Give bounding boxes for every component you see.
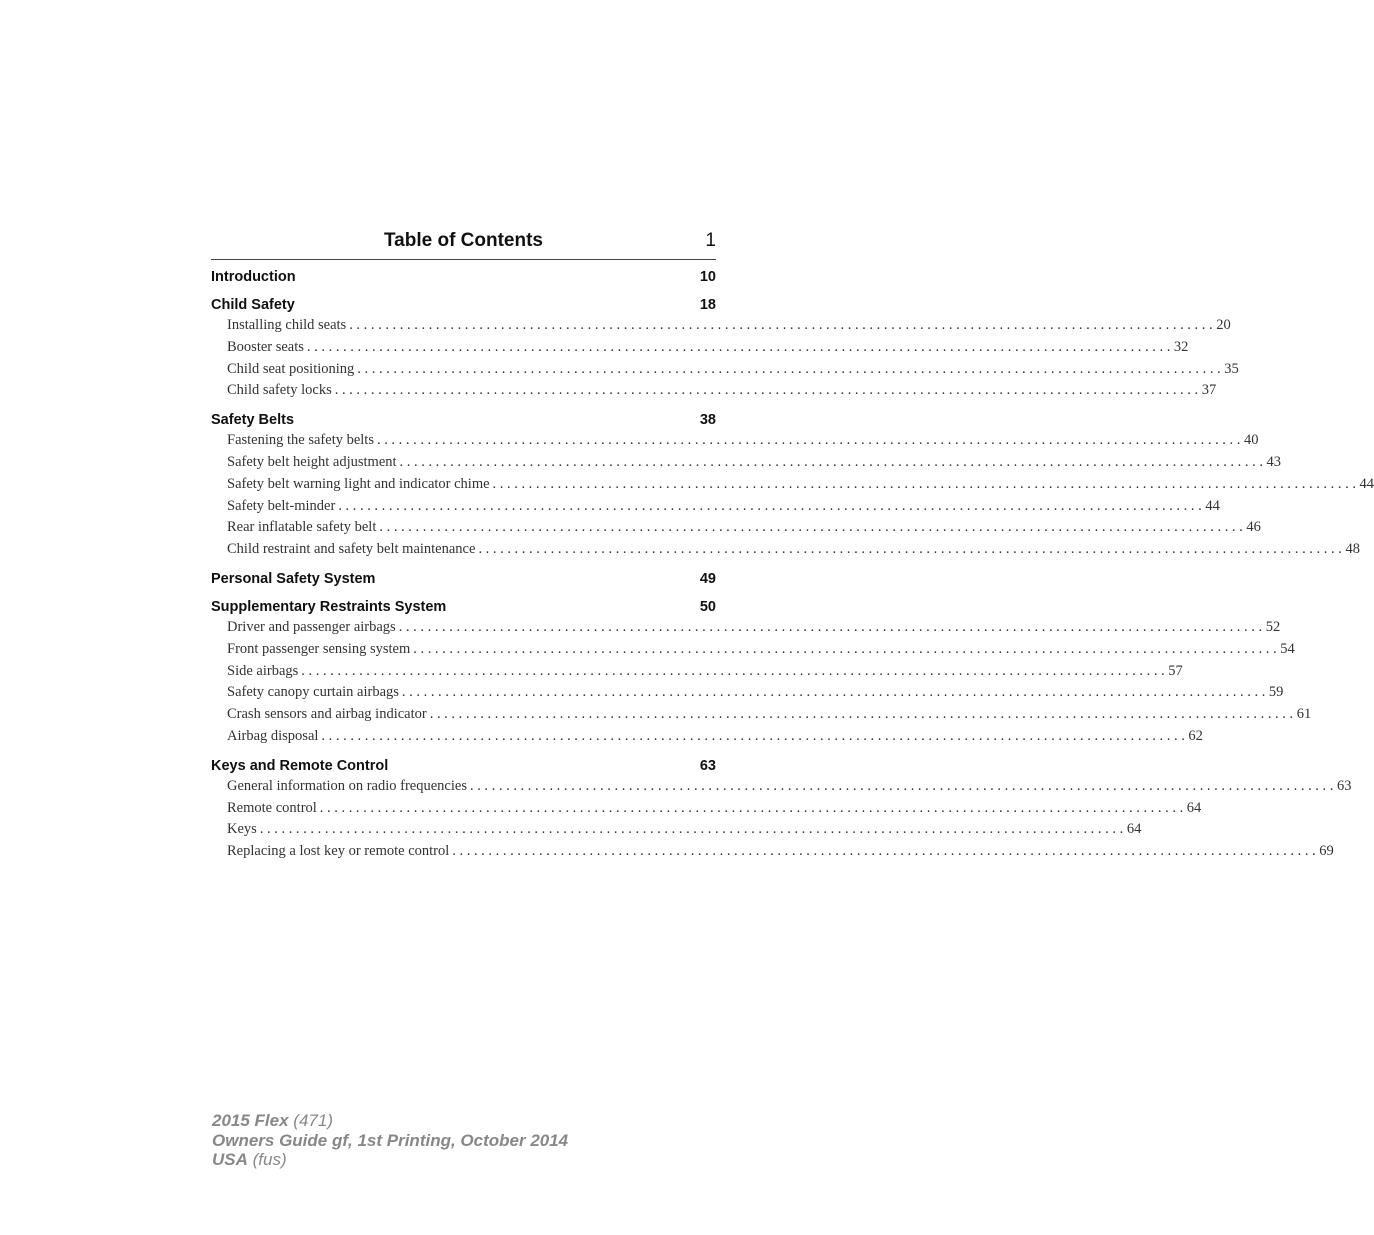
entry-label: Side airbags	[227, 662, 299, 679]
entry-label: Replacing a lost key or remote control	[227, 843, 450, 860]
section-page-number: 63	[699, 757, 716, 774]
entry-label: Child seat positioning	[227, 360, 355, 377]
toc-entry[interactable]	[211, 315, 1231, 337]
footer-region: USA	[212, 1150, 248, 1169]
entry-page-number: 35	[1224, 360, 1239, 377]
toc-entry[interactable]	[211, 704, 1312, 726]
toc-entry[interactable]	[211, 337, 1189, 359]
footer-printing: Owners Guide gf, 1st Printing, October 2014	[212, 1130, 569, 1150]
entry-label: General information on radio frequencies	[227, 777, 467, 794]
toc-entry[interactable]	[211, 798, 1202, 820]
toc-section	[211, 410, 1374, 561]
entry-page-number: 59	[1268, 684, 1284, 701]
footer-line-2	[212, 1131, 568, 1151]
entry-page-number: 48	[1345, 541, 1360, 558]
section-page-number: 49	[699, 570, 716, 587]
entry-label: Crash sensors and airbag indicator	[227, 706, 427, 723]
entry-label: Keys	[227, 821, 257, 838]
section-title: Supplementary Restraints System	[211, 598, 447, 615]
dot-leader: ........................................................................................................................	[413, 640, 1281, 657]
toc-entry[interactable]	[211, 819, 1142, 841]
page-title: Table of Contents	[383, 230, 544, 251]
entry-label: Child safety locks	[227, 382, 332, 399]
entry-label: Remote control	[227, 799, 317, 816]
entry-page-number: 32	[1173, 338, 1189, 355]
table-of-contents	[211, 267, 1374, 871]
entry-label: Booster seats	[227, 338, 304, 355]
dot-leader: ........................................................................................................................	[399, 453, 1267, 470]
entry-page-number: 62	[1188, 727, 1203, 744]
entry-page-number: 20	[1216, 317, 1231, 333]
toc-section-heading[interactable]	[211, 410, 716, 430]
toc-entry[interactable]	[211, 841, 1334, 863]
toc-section	[211, 267, 716, 287]
toc-section	[211, 295, 1239, 402]
dot-leader: ........................................................................................................................	[401, 684, 1269, 701]
footer-region-code: (fus)	[252, 1150, 287, 1169]
dot-leader: ........................................................................................................................	[357, 360, 1225, 377]
footer-model-code: (471)	[293, 1111, 333, 1130]
toc-entry[interactable]	[211, 380, 1217, 402]
footer-line-3	[212, 1150, 568, 1170]
entry-page-number: 61	[1296, 706, 1312, 723]
dot-leader: ........................................................................................................................	[259, 821, 1127, 838]
entry-label: Front passenger sensing system	[227, 640, 411, 657]
footer-line-1	[212, 1111, 568, 1131]
dot-leader: ........................................................................................................................	[398, 618, 1266, 635]
toc-section	[211, 756, 1352, 863]
dot-leader: ........................................................................................................................	[492, 475, 1360, 492]
section-page-number: 50	[699, 598, 716, 615]
entry-page-number: 44	[1359, 475, 1374, 492]
entry-page-number: 52	[1265, 618, 1281, 635]
toc-entry[interactable]	[211, 539, 1360, 561]
dot-leader: ........................................................................................................................	[379, 519, 1247, 536]
entry-label: Fastening the safety belts	[227, 432, 374, 449]
toc-entry[interactable]	[211, 661, 1183, 683]
dot-leader: ........................................................................................................................	[321, 727, 1189, 744]
dot-leader: ........................................................................................................................	[334, 382, 1202, 399]
section-title: Safety Belts	[211, 412, 295, 429]
dot-leader: ........................................................................................................................	[301, 662, 1169, 679]
section-page-number: 10	[699, 269, 716, 285]
dot-leader: ........................................................................................................................	[452, 843, 1320, 860]
entry-label: Airbag disposal	[227, 727, 319, 744]
toc-entry[interactable]	[211, 682, 1284, 704]
dot-leader: ........................................................................................................................	[469, 777, 1337, 794]
entry-page-number: 37	[1201, 382, 1217, 399]
section-title: Personal Safety System	[211, 570, 376, 587]
toc-section	[211, 569, 716, 589]
section-title: Introduction	[211, 269, 296, 285]
section-page-number: 38	[699, 412, 716, 429]
toc-section-heading[interactable]	[211, 267, 716, 287]
dot-leader: ........................................................................................................................	[349, 317, 1217, 333]
section-title: Keys and Remote Control	[211, 757, 389, 774]
dot-leader: ........................................................................................................................	[429, 706, 1297, 723]
entry-label: Driver and passenger airbags	[227, 618, 396, 635]
entry-label: Child restraint and safety belt maintenance	[227, 541, 476, 558]
footer	[212, 1111, 568, 1170]
page-number: 1	[705, 230, 716, 251]
entry-page-number: 69	[1319, 843, 1334, 860]
entry-label: Safety belt height adjustment	[227, 453, 397, 470]
dot-leader: ........................................................................................................................	[306, 338, 1174, 355]
toc-section-heading[interactable]	[211, 756, 716, 776]
entry-page-number: 54	[1280, 640, 1295, 657]
toc-entry[interactable]	[211, 517, 1261, 539]
entry-page-number: 44	[1205, 497, 1220, 514]
entry-label: Safety belt-minder	[227, 497, 336, 514]
entry-label: Installing child seats	[227, 317, 347, 333]
entry-page-number: 46	[1246, 519, 1261, 536]
section-title: Child Safety	[211, 297, 295, 313]
toc-section-heading[interactable]	[211, 295, 716, 315]
entry-page-number: 57	[1168, 662, 1183, 679]
toc-section-heading[interactable]	[211, 569, 716, 589]
toc-entry[interactable]	[211, 474, 1374, 496]
dot-leader: ........................................................................................................................	[319, 799, 1187, 816]
footer-model: 2015 Flex	[212, 1111, 289, 1130]
entry-page-number: 40	[1243, 432, 1259, 449]
section-page-number: 18	[699, 297, 716, 313]
entry-label: Safety canopy curtain airbags	[227, 684, 399, 701]
toc-entry[interactable]	[211, 430, 1259, 452]
page-header	[211, 228, 716, 260]
toc-section-heading[interactable]	[211, 597, 716, 617]
toc-entry[interactable]	[211, 452, 1282, 474]
toc-entry[interactable]	[211, 639, 1295, 661]
toc-entry[interactable]	[211, 726, 1203, 748]
entry-page-number: 64	[1126, 821, 1142, 838]
dot-leader: ........................................................................................................................	[338, 497, 1206, 514]
toc-entry[interactable]	[211, 496, 1220, 518]
toc-entry[interactable]	[211, 617, 1281, 639]
dot-leader: ........................................................................................................................	[478, 541, 1346, 558]
entry-label: Safety belt warning light and indicator chime	[227, 475, 490, 492]
dot-leader: ........................................................................................................................	[376, 432, 1244, 449]
toc-entry[interactable]	[211, 776, 1352, 798]
entry-label: Rear inflatable safety belt	[227, 519, 377, 536]
entry-page-number: 64	[1186, 799, 1202, 816]
toc-section	[211, 597, 1312, 748]
entry-page-number: 63	[1336, 777, 1352, 794]
entry-page-number: 43	[1266, 453, 1282, 470]
toc-entry[interactable]	[211, 359, 1239, 381]
